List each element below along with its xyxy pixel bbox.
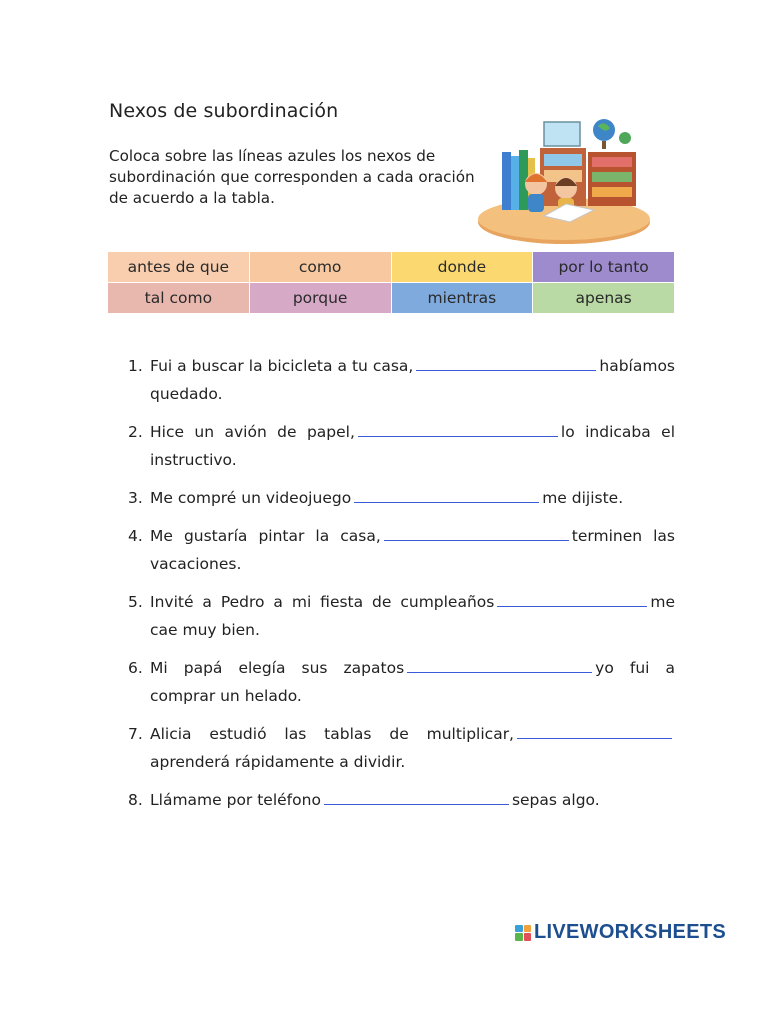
answer-blank[interactable] xyxy=(358,420,558,437)
connector-cell xyxy=(250,252,391,282)
sentence-start: Llámame por teléfono xyxy=(150,791,321,809)
connector-label: como xyxy=(298,258,342,276)
connector-cell xyxy=(533,283,674,313)
connector-label: tal como xyxy=(144,289,213,307)
connector-label: porque xyxy=(292,289,348,307)
sentence-end: yo fui a comprar un helado. xyxy=(150,659,675,705)
page-title: Nexos de subordinación xyxy=(109,100,339,122)
sentence-end: aprenderá rápidamente a dividir. xyxy=(150,753,406,771)
connector-cell xyxy=(108,283,249,313)
sentence-start: Invité a Pedro a mi fiesta de cumpleaños xyxy=(150,593,495,611)
connector-cell xyxy=(533,252,674,282)
sentence-start: Me compré un videojuego xyxy=(150,489,352,507)
logo-square xyxy=(515,925,523,933)
connector-cell xyxy=(392,283,533,313)
sentence-start: Mi papá elegía sus zapatos xyxy=(150,659,405,677)
connector-cell xyxy=(392,252,533,282)
sentence-end: lo indicaba el instructivo. xyxy=(150,423,676,469)
exercise-number: 6. xyxy=(128,659,143,677)
exercise-item xyxy=(128,720,675,776)
connectors-table xyxy=(108,252,674,313)
library-kids-illustration xyxy=(474,112,664,250)
answer-blank[interactable] xyxy=(517,722,672,739)
sentence-start: Me gustaría pintar la casa, xyxy=(150,527,381,545)
answer-blank[interactable] xyxy=(416,354,596,371)
sentence-end: me cae muy bien. xyxy=(150,593,675,639)
answer-blank[interactable] xyxy=(497,590,647,607)
sentence-start: Fui a buscar la bicicleta a tu casa, xyxy=(150,357,414,375)
exercise-list xyxy=(128,352,675,824)
sentence-end: terminen las vacaciones. xyxy=(150,527,675,573)
answer-blank[interactable] xyxy=(354,486,539,503)
logo-icon xyxy=(515,925,531,941)
exercise-number: 5. xyxy=(128,593,143,611)
logo-square xyxy=(524,933,532,941)
sentence-end: habíamos quedado. xyxy=(150,357,675,403)
connector-label: por lo tanto xyxy=(558,258,649,276)
connector-cell xyxy=(108,252,249,282)
exercise-number: 7. xyxy=(128,725,143,743)
connector-label: apenas xyxy=(575,289,632,307)
sentence-start: Hice un avión de papel, xyxy=(150,423,355,441)
exercise-number: 2. xyxy=(128,423,143,441)
logo-square xyxy=(524,925,532,933)
exercise-item xyxy=(128,522,675,578)
connector-label: antes de que xyxy=(127,258,230,276)
liveworksheets-logo xyxy=(515,921,726,944)
exercise-item xyxy=(128,786,675,814)
exercise-number: 8. xyxy=(128,791,143,809)
connector-label: mientras xyxy=(427,289,497,307)
exercise-number: 3. xyxy=(128,489,143,507)
sentence-start: Alicia estudió las tablas de multiplicar, xyxy=(150,725,514,743)
answer-blank[interactable] xyxy=(324,788,509,805)
exercise-item xyxy=(128,418,675,474)
logo-square xyxy=(515,933,523,941)
sentence-end: sepas algo. xyxy=(511,791,600,809)
answer-blank[interactable] xyxy=(407,656,592,673)
exercise-item xyxy=(128,484,675,512)
exercise-item xyxy=(128,654,675,710)
exercise-number: 1. xyxy=(128,357,143,375)
exercise-item xyxy=(128,588,675,644)
connector-cell xyxy=(250,283,391,313)
connector-label: donde xyxy=(437,258,487,276)
logo-text: LIVEWORKSHEETS xyxy=(534,921,726,943)
instructions-text: Coloca sobre las líneas azules los nexos de subordinación que corresponden a cada oración de acuerdo a la tabla. xyxy=(109,147,475,207)
answer-blank[interactable] xyxy=(384,524,569,541)
exercise-item xyxy=(128,352,675,408)
exercise-number: 4. xyxy=(128,527,143,545)
sentence-end: me dijiste. xyxy=(542,489,624,507)
